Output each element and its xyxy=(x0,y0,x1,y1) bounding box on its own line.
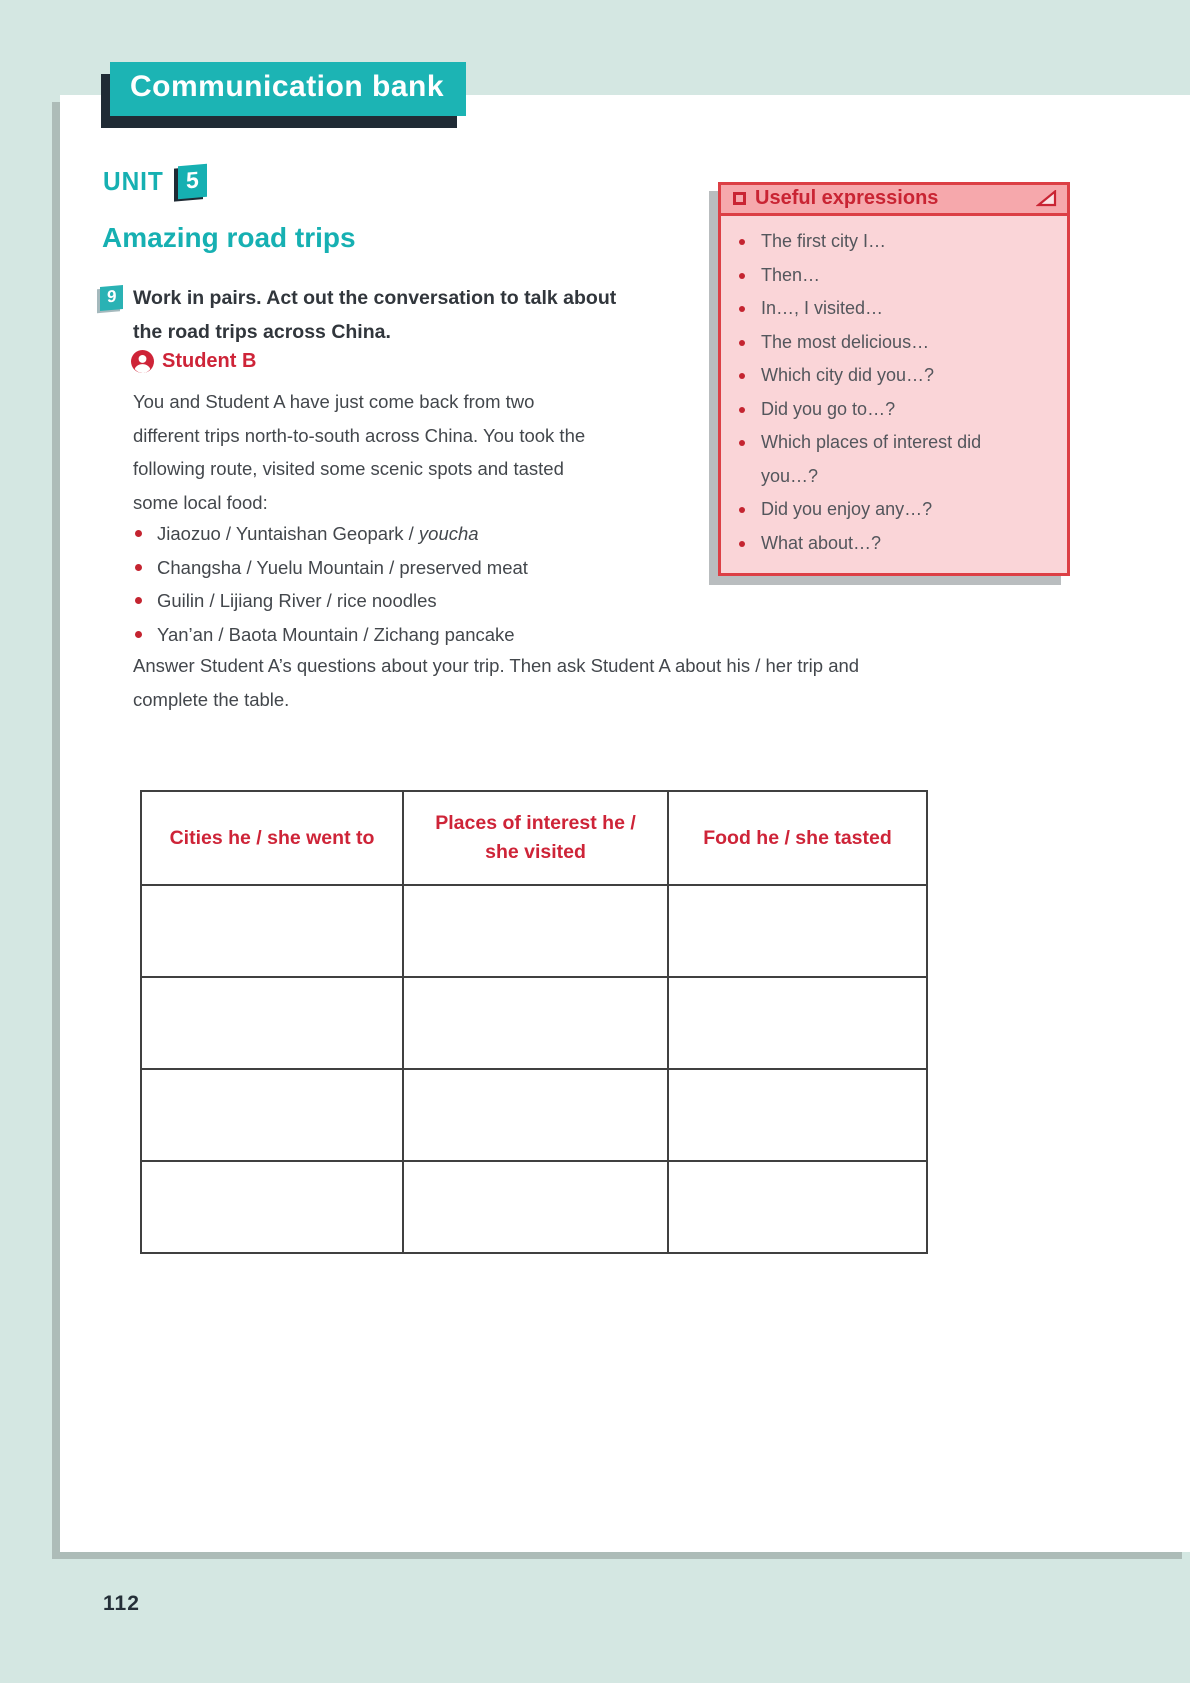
table-cell-empty xyxy=(403,1069,668,1161)
outro-line: complete the table. xyxy=(133,688,290,710)
table-cell-empty xyxy=(141,977,403,1069)
bullet-dot-icon xyxy=(135,597,142,604)
unit-heading xyxy=(103,165,206,198)
table-row xyxy=(141,885,927,977)
expression-text: In…, I visited… xyxy=(761,298,884,318)
route-item-text: Yan’an / Baota Mountain / Zichang pancake xyxy=(157,623,515,645)
bullet-dot-icon xyxy=(739,507,745,513)
useful-expressions-header xyxy=(721,185,1067,216)
bullet-dot-icon xyxy=(739,273,745,279)
route-item xyxy=(133,618,528,652)
bullet-dot-icon xyxy=(739,340,745,346)
table-cell-empty xyxy=(403,885,668,977)
student-b-heading xyxy=(131,350,256,373)
expression-item xyxy=(735,225,1057,259)
bullet-dot-icon xyxy=(135,530,142,537)
header-line: Food he / she tasted xyxy=(703,826,892,849)
route-item xyxy=(133,551,528,585)
table-row xyxy=(141,1069,927,1161)
expression-item xyxy=(735,292,1057,326)
intro-line: You and Student A have just come back from two xyxy=(133,391,535,412)
bullet-dot-icon xyxy=(739,440,745,446)
exercise-number-badge: 9 xyxy=(100,285,123,311)
person-icon xyxy=(131,350,154,373)
table-header-row xyxy=(141,791,927,885)
table-cell-empty xyxy=(403,977,668,1069)
instruction-line: the road trips across China. xyxy=(133,321,391,343)
page-number: 112 xyxy=(103,1592,140,1615)
table-cell-empty xyxy=(668,1161,927,1253)
bullet-dot-icon xyxy=(739,306,745,312)
header-line: Cities he / she went to xyxy=(169,826,375,849)
expression-item xyxy=(735,359,1057,393)
route-item-text: Changsha / Yuelu Mountain / preserved meat xyxy=(157,556,528,578)
bullet-dot-icon xyxy=(135,564,142,571)
expression-item xyxy=(735,259,1057,293)
table-cell-empty xyxy=(141,1069,403,1161)
expression-text: Which city did you…? xyxy=(761,365,935,385)
route-item xyxy=(133,517,528,551)
bullet-dot-icon xyxy=(135,631,142,638)
outro-paragraph xyxy=(133,649,859,716)
section-banner-label: Communication bank xyxy=(130,70,445,103)
table-header-cities xyxy=(141,791,403,885)
route-list xyxy=(133,517,528,651)
expression-item xyxy=(735,326,1057,360)
expression-item xyxy=(735,527,1057,561)
table-cell-empty xyxy=(141,1161,403,1253)
completion-table xyxy=(140,790,928,1254)
table-cell-empty xyxy=(668,1069,927,1161)
table-cell-empty xyxy=(668,885,927,977)
intro-line: different trips north-to-south across China. You took the xyxy=(133,424,586,446)
expression-text: Did you go to…? xyxy=(761,398,896,419)
checkbox-square-icon xyxy=(733,192,746,205)
route-item-text: Jiaozuo / Yuntaishan Geopark / xyxy=(157,523,419,544)
useful-expressions-list xyxy=(721,216,1067,573)
triangle-icon xyxy=(1036,190,1057,207)
expression-text: Did you enjoy any…? xyxy=(761,499,933,519)
bullet-dot-icon xyxy=(739,407,745,413)
outro-line: Answer Student A’s questions about your trip. Then ask Student A about his / her trip and xyxy=(133,655,860,676)
student-b-label: Student B xyxy=(162,350,257,372)
expression-text: Then… xyxy=(761,264,821,285)
header-line: she visited xyxy=(485,841,586,863)
section-banner xyxy=(110,62,466,116)
unit-number-badge: 5 xyxy=(178,164,207,200)
intro-line: following route, visited some scenic spots and tasted xyxy=(133,458,564,479)
route-item-text: Guilin / Lijiang River / rice noodles xyxy=(157,590,437,611)
expression-text: The most delicious… xyxy=(761,331,930,352)
expression-item xyxy=(735,493,1057,527)
table-row xyxy=(141,977,927,1069)
expression-item xyxy=(735,393,1057,427)
table-cell-empty xyxy=(141,885,403,977)
bullet-dot-icon xyxy=(739,239,745,245)
expression-text: Which places of interest did xyxy=(761,432,982,452)
table-row xyxy=(141,1161,927,1253)
table-cell-empty xyxy=(403,1161,668,1253)
intro-line: some local food: xyxy=(133,491,268,513)
expression-item-continuation: you…? xyxy=(761,465,819,486)
page-title: Amazing road trips xyxy=(102,222,356,253)
header-line: Places of interest he / xyxy=(435,812,636,834)
table-header-places xyxy=(403,791,668,885)
table-cell-empty xyxy=(668,977,927,1069)
unit-label: UNIT xyxy=(103,166,164,196)
useful-expressions-box xyxy=(718,182,1070,576)
instruction-line: Work in pairs. Act out the conversation to talk about xyxy=(133,287,617,309)
table-header-food xyxy=(668,791,927,885)
expression-text: The first city I… xyxy=(761,231,887,251)
route-item-italic: youcha xyxy=(418,523,479,544)
bullet-dot-icon xyxy=(739,373,745,379)
route-item xyxy=(133,584,528,618)
exercise-instruction xyxy=(133,281,616,349)
expression-text: What about…? xyxy=(761,532,882,553)
bullet-dot-icon xyxy=(739,541,745,547)
useful-expressions-title: Useful expressions xyxy=(755,187,939,209)
intro-paragraph xyxy=(133,385,585,519)
expression-item xyxy=(735,426,1057,460)
